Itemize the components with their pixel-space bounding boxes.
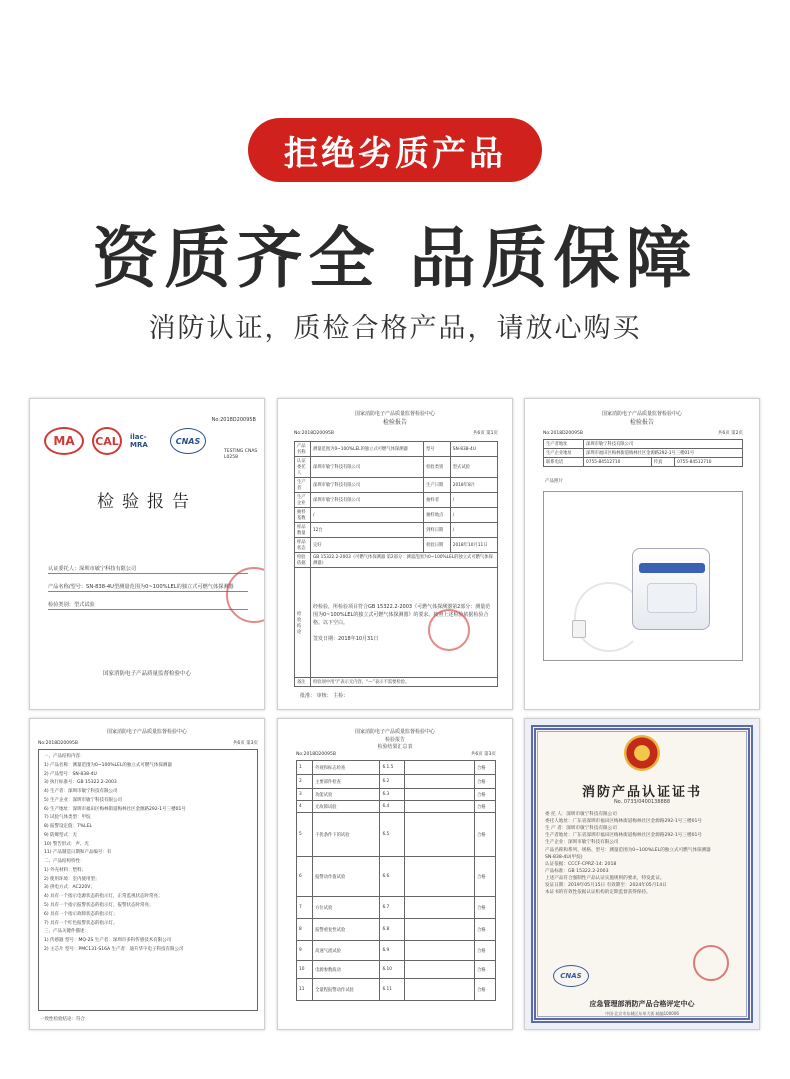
list-item: 2) 主芯片 型号：PMC131-S16A 生产者：迪升华字电子科技有限公司 (44, 946, 184, 952)
table-row: 4 无故障试验 6.4 合格 (297, 801, 496, 813)
page-number: 共6页 第2页 (717, 431, 743, 436)
inspection-report-page-1 (277, 398, 513, 710)
list-item: 5) 生产企业：深圳市敏宁科技有限公司 (44, 797, 123, 803)
table-row: 10 电源参数波动 6.10 合格 (297, 961, 496, 979)
list-item: 认证依据：CCCF-CPRZ-14: 2018 (545, 861, 617, 867)
page-number: 共6页 第3页 (470, 752, 496, 757)
inspection-report-cover (29, 398, 265, 710)
organization-address: 中国·北京市东城区东单大街 邮编100006 (605, 1011, 679, 1016)
report-number: No:2018D20095B (211, 417, 256, 423)
issue-date: 签发日期：2018年10月31日 (312, 635, 379, 642)
list-item: 1) 传感器 型号：MQ-2S 生产者：深圳市多科传感技术有限公司 (44, 938, 172, 944)
list-item: 二、产品结构特性： (44, 859, 85, 865)
test-conclusion: 经检验，所检验项目符合GB 15322.2-2003《可燃气体探测器第2部分：测量范围为0~100%LEL的独立式可燃气体探测器》的要求。按照上述检验依据检验合格。以下空白。 签发日期：2018年10月31日 (310, 568, 497, 678)
report-title: 检验报告 (382, 419, 407, 426)
report-number: No:2018D20095B (543, 431, 583, 436)
summary-title: 检验结果汇总表 (377, 744, 413, 750)
table-row: 生产企业地址 深圳市福田区梅林街道梅林社区金源路292-1号三楼01号 (544, 449, 743, 458)
list-item: 2) 产品型号：SN-838-4U (44, 771, 97, 777)
client-field: 认证委托人：深圳市敏宁科技有限公司 (48, 565, 248, 574)
cnas-note: TESTING CNAS L0258 (224, 449, 258, 460)
list-item: 本证书的有效性依据认证机构的定期监督获得保持。 (545, 890, 651, 896)
power-plug-icon (572, 620, 586, 638)
list-item: 1) 产品名称：测量范围为0~100%LEL的独立式可燃气体探测器 (44, 762, 172, 768)
table-row: 样品数量 12台 到样日期 / (295, 523, 498, 538)
list-item: 一、产品结构内容： (44, 754, 85, 759)
table-row: 7 方位试验 6.7 合格 (297, 897, 496, 919)
table-row: 检验依据 GB 15322.2-2003《可燃气体探测器 第2部分：测量范围为0~100%LEL的独立式可燃气体探测器》 (295, 553, 498, 568)
list-item: 8) 报警设定值：7%LEL (44, 824, 93, 830)
product-photo (543, 491, 743, 661)
cnas-logo-icon: CNAS (170, 428, 206, 454)
list-item: 上述产品符合强制性产品认证实施规则的要求，特发此证。 (545, 875, 665, 881)
list-item: 4) 具有一个指示电源状态的指示灯，正常监视状态时常亮； (44, 894, 163, 900)
report-table (543, 439, 743, 467)
page-headline: 资质齐全 品质保障 (92, 220, 698, 297)
table-row: 11 全量程报警动作试验 6.11 合格 (297, 979, 496, 1001)
certificate-title: 消防产品认证证书 (581, 785, 702, 800)
red-stamp-icon (226, 567, 265, 623)
list-item: 5) 具有一个指示报警状态的指示灯，报警状态时常亮； (44, 903, 154, 909)
list-item: 6) 生产地址：深圳市福田区梅林街道梅林社区金源路292-1号三楼01号 (44, 806, 186, 812)
accreditation-logos (44, 427, 206, 455)
list-item: 7) 具有一个红色报警状态的指示灯。 (44, 920, 118, 926)
table-row: 检 验 结 论 经检验，所检验项目符合GB 15322.2-2003《可燃气体探测器第2部分：测量范围为0~100%LEL的独立式可燃气体探测器》的要求。按照上述检验依据检验合格。以下空白。 签发日期：2018年10月31日 (295, 568, 498, 678)
report-title: 检验报告 (629, 419, 654, 426)
list-item: 2) 使用环境：室内使用型； (44, 876, 100, 882)
report-number: No:2018D20095B (294, 431, 334, 436)
list-item: 产品标准：GB 15322.2-2003 (545, 868, 609, 874)
table-row: 9 高速气流试验 6.9 合格 (297, 941, 496, 961)
list-item: 1) 外壳材料：塑料； (44, 867, 87, 873)
list-item: 三、产品关键件描述： (44, 929, 89, 935)
table-row: 3 功能试验 6.3 合格 (297, 789, 496, 801)
list-item: 10) 警告形式：声、光 (44, 841, 89, 847)
certificate-number: No. 0733/0400138888 (613, 799, 671, 805)
org-name: 国家消防电子产品质量监督检验中心 (601, 411, 682, 417)
org-name: 国家消防电子产品质量监督检验中心 (354, 411, 435, 417)
remarks: 检验项中用“/”表示无内容，“—”表示不需要检验。 (310, 678, 497, 687)
cnas-logo-icon: CNAS (553, 965, 589, 987)
table-row: 备注 检验项中用“/”表示无内容，“—”表示不需要检验。 (295, 678, 498, 687)
table-row: 1 外观和标志检查 6.1.5 合格 (297, 761, 496, 775)
list-item: 9) 防爆型式：无 (44, 832, 78, 838)
certificate-body (545, 811, 741, 896)
issuing-organization: 应急管理部消防产品合格评定中心 (589, 1000, 695, 1008)
type-field: 检验类别：型式试验 (48, 601, 248, 610)
national-emblem-icon (624, 735, 660, 771)
consistency-conclusion: 一致性检验结论：符合 (40, 1017, 85, 1023)
gas-detector-icon (632, 548, 710, 630)
list-item: 3) 执行标准号：GB 15322.2-2003 (44, 780, 117, 786)
report-title: 检验报告 (97, 492, 197, 512)
org-name: 国家消防电子产品质量监督检验中心 (354, 729, 435, 735)
table-row: 2 主要部件检查 6.2 合格 (297, 775, 496, 789)
red-stamp-icon (693, 945, 729, 981)
report-footer: 国家消防电子产品质量监督检验中心 (102, 671, 191, 677)
table-row: 样品状态 完好 检验日期 2018年10月11日 (295, 538, 498, 553)
list-item: SN-838-4U(甲烷) (545, 854, 583, 860)
list-item: 产品名称和系列、规格、型号：测量范围为0~100%LEL的独立式可燃气体探测器 (545, 847, 711, 853)
structure-text-block (38, 749, 258, 1011)
ma-logo-icon: MA (44, 427, 84, 455)
inspection-report-page-2 (524, 398, 760, 710)
table-row: 5 干扰条件下的试验 6.5 合格 (297, 813, 496, 857)
org-name: 国家消防电子产品质量监督检验中心 (106, 729, 187, 735)
table-row: 抽样基数 / 抽样地点 / (295, 508, 498, 523)
table-row: 生产者 深圳市敏宁科技有限公司 生产日期 2018年8月 (295, 478, 498, 493)
report-table (294, 441, 498, 687)
list-item: 生产者地址：广东省深圳市福田区梅林街道梅林社区金源路292-1号三楼01号 (545, 833, 703, 839)
table-row: 联系电话 0755-84512710 传真 0755-84512710 (544, 458, 743, 467)
list-item: 4) 生产者：深圳市敏宁科技有限公司 (44, 789, 118, 795)
list-item: 发证日期：2019年05月15日 有效期至：2024年05月14日 (545, 883, 667, 889)
fire-product-certificate (524, 718, 760, 1030)
list-item: 3) 供电方式：AC220V； (44, 885, 95, 891)
list-item: 委托人地址：广东省深圳市福田区梅林街道梅林社区金源路292-1号三楼01号 (545, 819, 703, 825)
results-table (296, 760, 496, 1001)
red-stamp-icon (428, 609, 470, 651)
table-row: 产品名称 测量范围为0~100%LEL的独立式可燃气体探测器 型号 SN-838-4U (295, 442, 498, 457)
list-item: 委 托 人：深圳市敏宁科技有限公司 (545, 812, 617, 817)
report-number: No:2018D20095B (296, 752, 336, 757)
list-item: 6) 具有一个指示故障状态的指示灯； (44, 911, 118, 917)
table-row: 生产者地址 深圳市敏宁科技有限公司 (544, 440, 743, 449)
report-number: No:2018D20095B (38, 741, 78, 746)
cal-logo-icon: CAL (92, 427, 122, 455)
inspection-report-page-3 (29, 718, 265, 1030)
photo-label: 产品照片 (545, 479, 563, 484)
list-item: 生 产 者：深圳市敏宁科技有限公司 (545, 826, 617, 832)
product-field: 产品名称/型号：SN-838-4U型测量范围为0~100%LEL的独立式可燃气体探测器 (48, 583, 248, 592)
test-results-summary (277, 718, 513, 1030)
test-basis: GB 15322.2-2003《可燃气体探测器 第2部分：测量范围为0~100%LEL的独立式可燃气体探测器》 (310, 553, 497, 568)
table-row: 认证委托人 深圳市敏宁科技有限公司 检验类别 型式试验 (295, 457, 498, 478)
signatures: 批准： 审核： 主检： (300, 692, 349, 699)
list-item: 生产企业：深圳市敏宁科技有限公司 (545, 840, 619, 846)
page-number: 共6页 第1页 (472, 431, 498, 436)
reject-inferior-products-banner: 拒绝劣质产品 (248, 118, 542, 182)
ilac-logo-icon: ilac-MRA (130, 433, 148, 449)
report-title: 检验报告 (384, 737, 405, 743)
table-row: 8 报警重复性试验 6.8 合格 (297, 919, 496, 941)
table-row: 6 报警动作值试验 6.6 合格 (297, 857, 496, 897)
table-row: 生产企业 深圳市敏宁科技有限公司 抽样者 / (295, 493, 498, 508)
page-number: 共6页 第3页 (232, 741, 258, 746)
list-item: 11) 产品制造日期和产品编号：有 (44, 850, 112, 856)
page-subline: 消防认证，质检合格产品，请放心购买 (148, 313, 642, 344)
list-item: 7) 试验气体类型：甲烷 (44, 815, 91, 821)
